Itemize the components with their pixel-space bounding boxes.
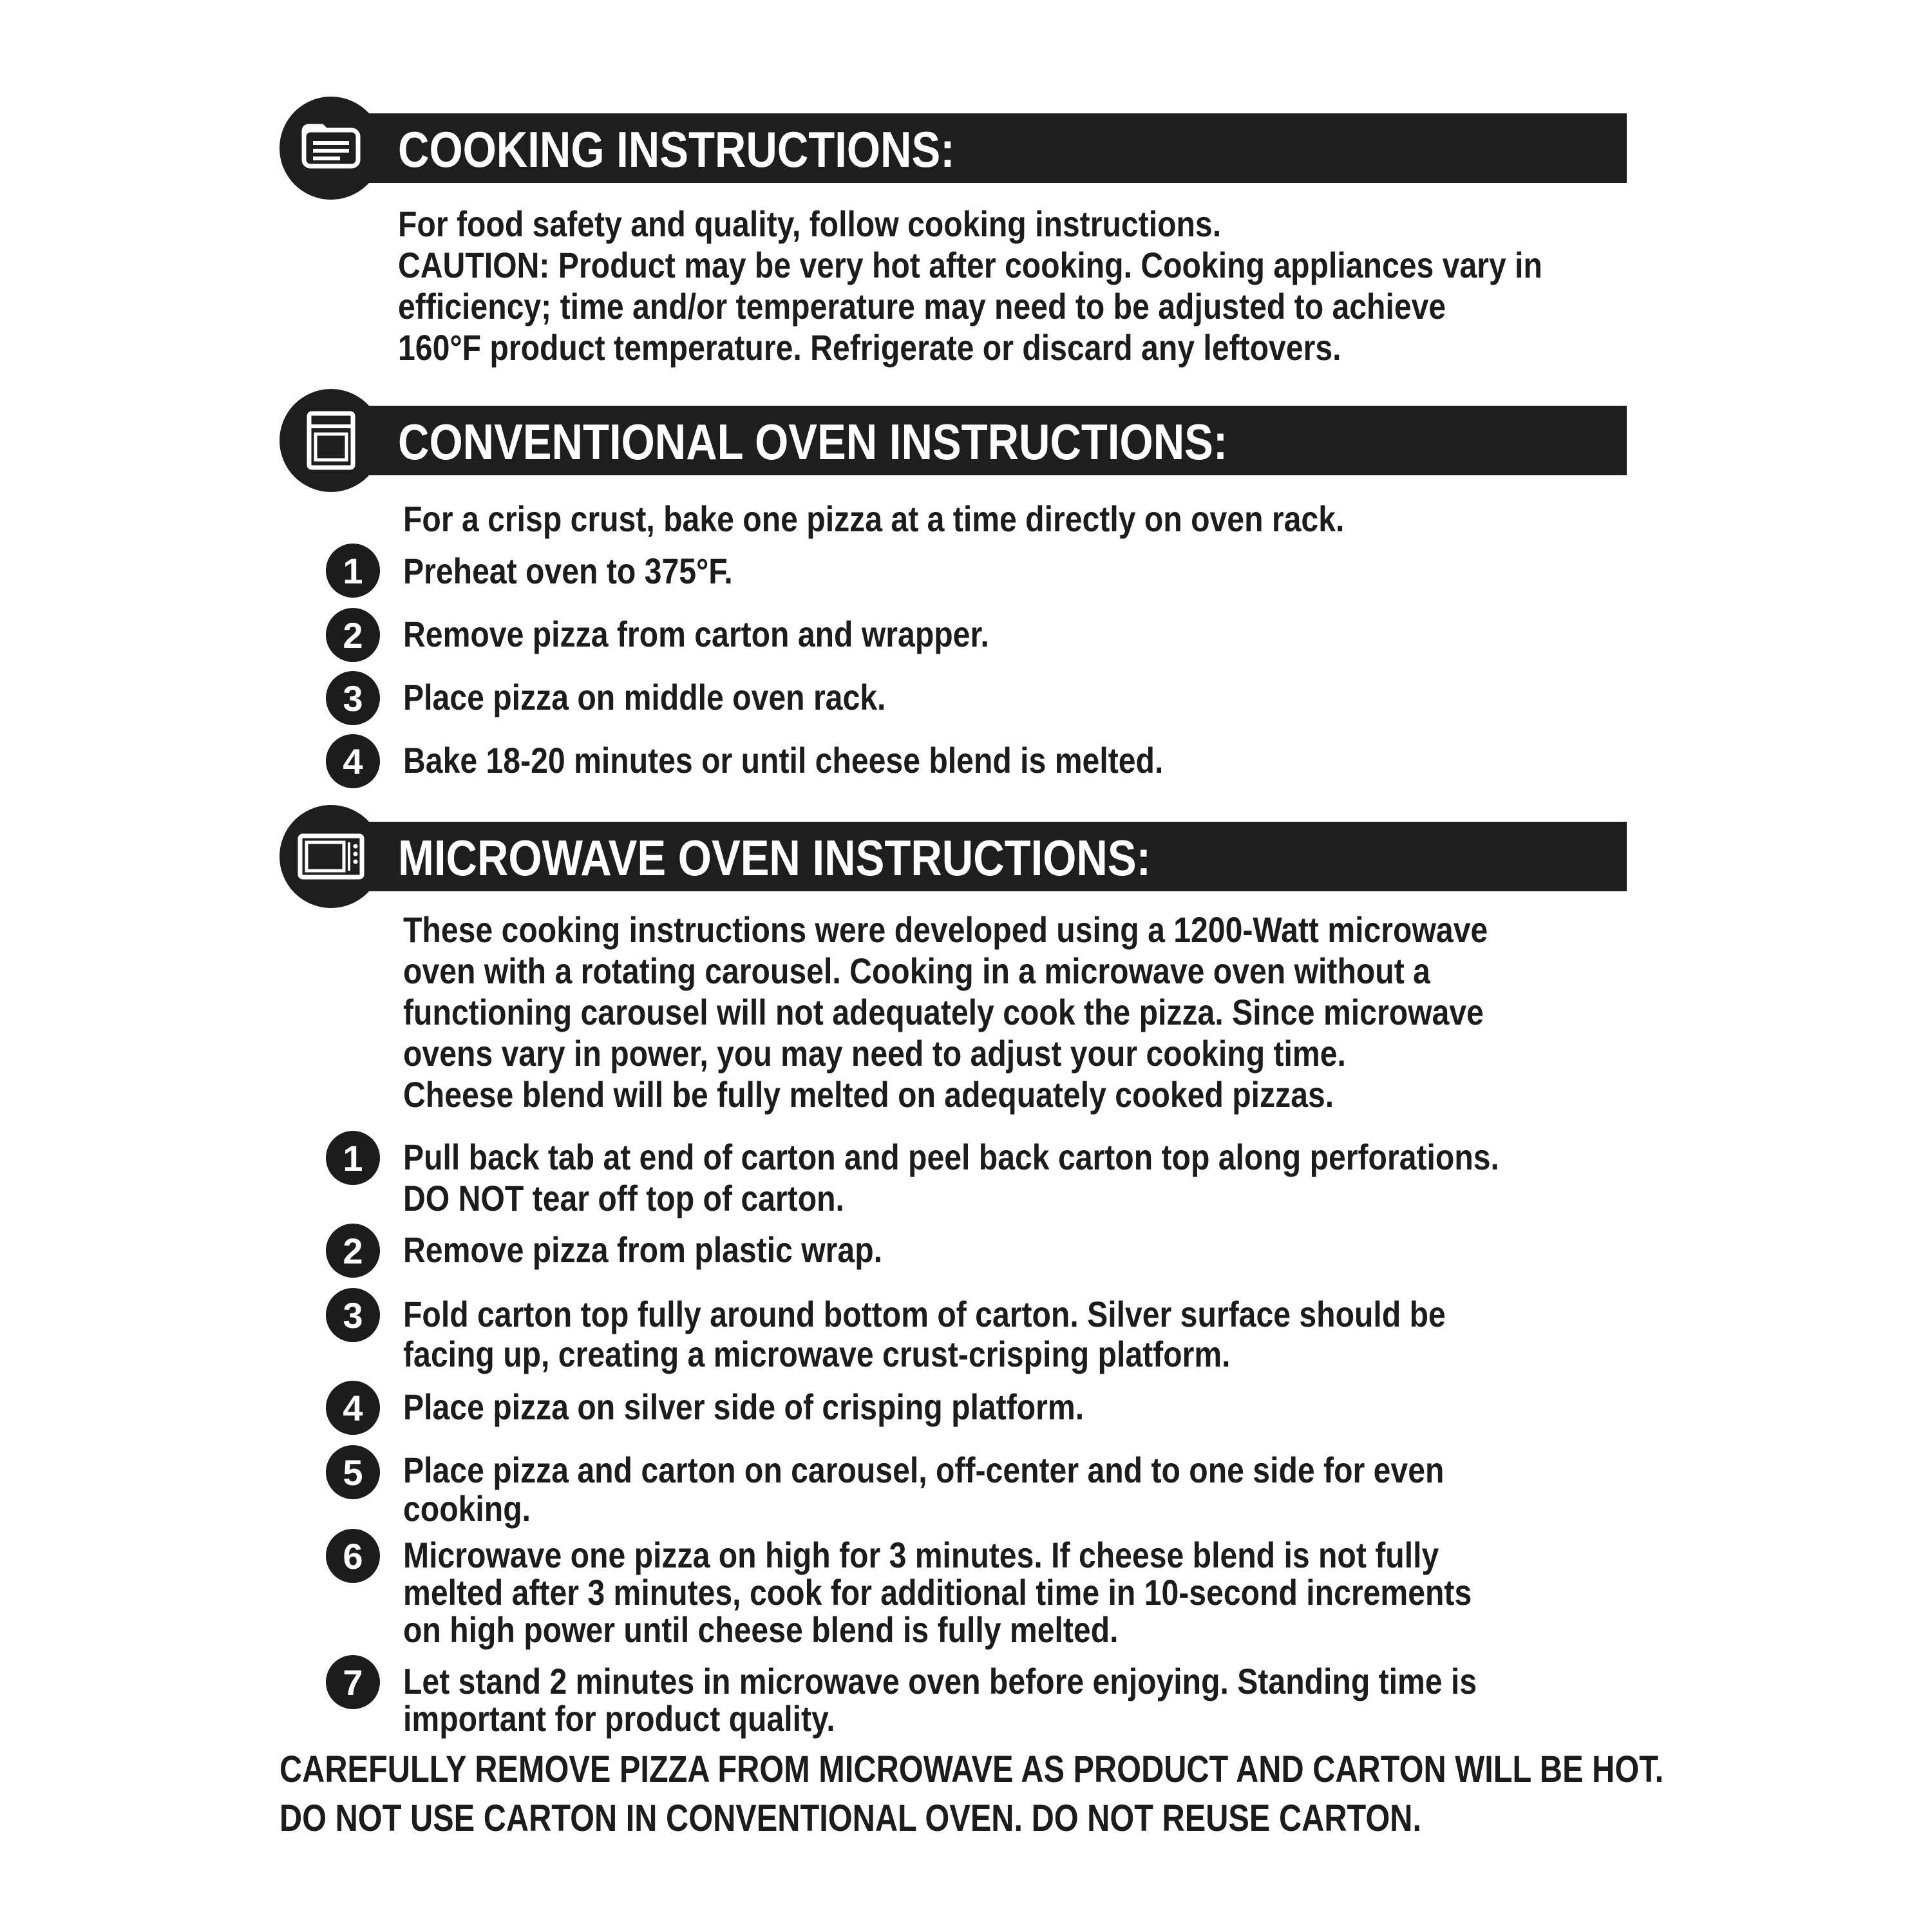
microwave-oven-header [279, 805, 1627, 908]
microwave-step-6-line-1: Microwave one pizza on high for 3 minutes. If cheese blend is not fully [403, 1535, 1439, 1575]
microwave-intro-line-2: oven with a rotating carousel. Cooking in a microwave oven without a [403, 951, 1430, 991]
step-6-number: 6 [326, 1529, 380, 1583]
microwave-step-3-line-1: Fold carton top fully around bottom of carton. Silver surface should be [403, 1294, 1446, 1334]
step-4-number: 4 [326, 734, 380, 788]
warning-line-1: CAREFULLY REMOVE PIZZA FROM MICROWAVE AS PRODUCT AND CARTON WILL BE HOT. [279, 1748, 1664, 1790]
microwave-step-1-line-1: Pull back tab at end of carton and peel back carton top along perforations. [403, 1137, 1499, 1177]
step-1-number: 1 [326, 544, 380, 598]
conventional-step-3: Place pizza on middle oven rack. [403, 677, 886, 717]
step-7-number: 7 [326, 1655, 380, 1709]
oven-icon [279, 389, 383, 492]
microwave-intro-line-1: These cooking instructions were developed using a 1200-Watt microwave [403, 909, 1488, 950]
step-2-number: 2 [326, 608, 380, 662]
step-1-number: 1 [326, 1131, 380, 1185]
caution-line-1 [398, 245, 1542, 286]
microwave-step-2: Remove pizza from plastic wrap. [403, 1229, 883, 1270]
caution-label: CAUTION: [398, 245, 550, 285]
microwave-intro-line-3: functioning carousel will not adequately cook the pizza. Since microwave [403, 992, 1484, 1032]
microwave-step-7-line-2: important for product quality. [403, 1698, 835, 1739]
microwave-icon [279, 805, 383, 908]
step-4-number: 4 [326, 1381, 380, 1435]
microwave-step-6-line-2: melted after 3 minutes, cook for additional time in 10-second increments [403, 1572, 1472, 1613]
microwave-intro-line-5: Cheese blend will be fully melted on adequately cooked pizzas. [403, 1074, 1334, 1115]
step-3-number: 3 [326, 1288, 380, 1342]
conventional-oven-header [279, 389, 1627, 492]
cooking-instructions-header [279, 97, 1627, 200]
conventional-step-2: Remove pizza from carton and wrapper. [403, 614, 989, 654]
microwave-step-3-line-2: facing up, creating a microwave crust-crisping platform. [403, 1334, 1231, 1374]
instructions-icon [279, 97, 383, 200]
step-5-number: 5 [326, 1445, 380, 1499]
warning-line-2: DO NOT USE CARTON IN CONVENTIONAL OVEN. DO NOT REUSE CARTON. [279, 1797, 1422, 1839]
caution-line-2: efficiency; time and/or temperature may need to be adjusted to achieve [398, 286, 1446, 327]
conventional-step-1: Preheat oven to 375°F. [403, 551, 733, 591]
section-title: CONVENTIONAL OVEN INSTRUCTIONS: [398, 413, 1228, 470]
microwave-step-4: Place pizza on silver side of crisping platform. [403, 1387, 1084, 1427]
section-title: MICROWAVE OVEN INSTRUCTIONS: [398, 829, 1151, 886]
step-3-number: 3 [326, 671, 380, 725]
microwave-step-7-line-1: Let stand 2 minutes in microwave oven before enjoying. Standing time is [403, 1661, 1477, 1701]
microwave-step-5-line-2: cooking. [403, 1488, 531, 1529]
section-title: COOKING INSTRUCTIONS: [398, 121, 955, 178]
caution-text: Product may be very hot after cooking. Cooking appliances vary in [549, 245, 1542, 285]
microwave-step-1-line-2: DO NOT tear off top of carton. [403, 1178, 844, 1218]
conventional-intro: For a crisp crust, bake one pizza at a time directly on oven rack. [403, 498, 1345, 539]
microwave-intro-line-4: ovens vary in power, you may need to adjust your cooking time. [403, 1033, 1346, 1074]
food-safety-line: For food safety and quality, follow cooking instructions. [398, 204, 1222, 244]
step-2-number: 2 [326, 1224, 380, 1278]
caution-line-3: 160°F product temperature. Refrigerate or discard any leftovers. [398, 327, 1341, 368]
microwave-step-5-line-1: Place pizza and carton on carousel, off-center and to one side for even [403, 1450, 1444, 1490]
conventional-step-4: Bake 18-20 minutes or until cheese blend is melted. [403, 740, 1164, 781]
microwave-step-6-line-3: on high power until cheese blend is fully melted. [403, 1609, 1119, 1650]
